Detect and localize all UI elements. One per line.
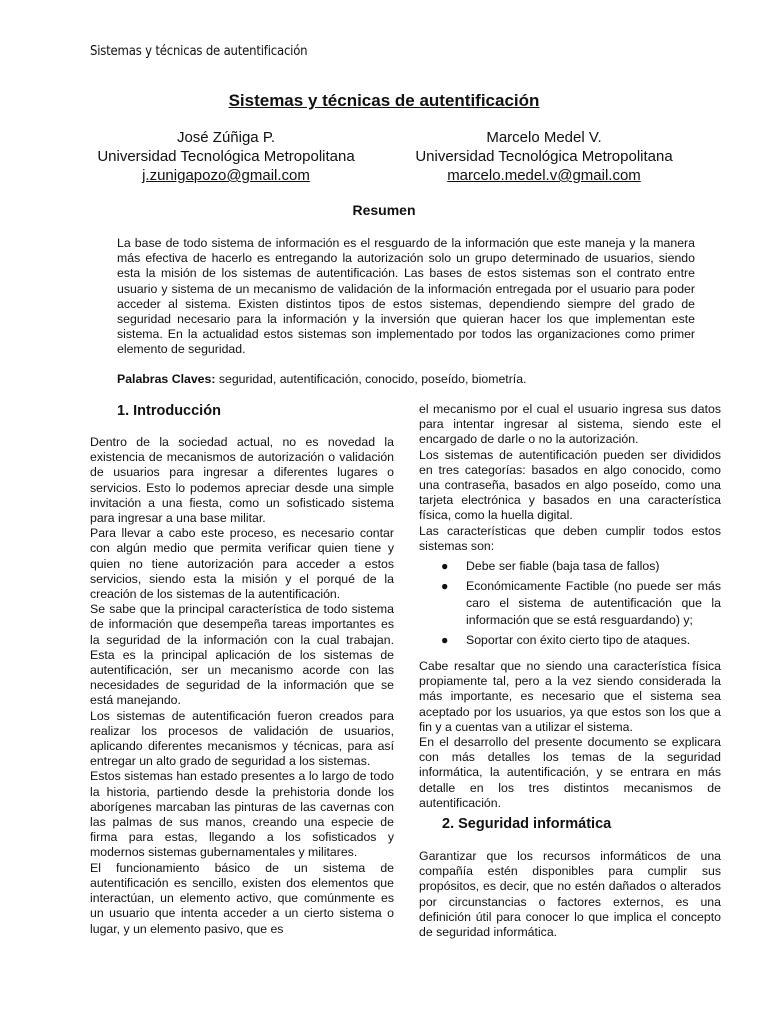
author-name: José Zúñiga P. bbox=[176, 129, 276, 146]
requirements-list bbox=[419, 558, 721, 649]
bullet-icon: ● bbox=[441, 579, 449, 594]
abstract-heading: Resumen bbox=[352, 202, 416, 218]
list-item: ● Económicamente Factible (no puede ser más caro el sistema de autentificación que la información que se está resguardando) y; bbox=[441, 579, 721, 628]
author-1 bbox=[76, 128, 376, 185]
left-column bbox=[90, 435, 394, 937]
paragraph: Las características que deben cumplir todos estos sistemas son: bbox=[419, 523, 721, 553]
bullet-icon: ● bbox=[441, 633, 449, 648]
bullet-icon: ● bbox=[441, 559, 449, 574]
paper-title: Sistemas y técnicas de autentificación bbox=[228, 91, 540, 110]
paragraph: Se sabe que la principal característica de todo sistema de información que desempeña tareas importantes es la seguridad de la información con la cual trabajan. Esta es la principal aplicación de los sistemas de autentificación, ser un mecanismo acorde con las necesidades de seguridad de la información que se está manejando. bbox=[90, 602, 394, 708]
author-email-link[interactable]: j.zunigapozo@gmail.com bbox=[142, 167, 310, 184]
list-item: ● Debe ser fiable (baja tasa de fallos) bbox=[441, 559, 660, 574]
section-2-paragraph: Garantizar que los recursos informáticos de una compañía estén disponibles para cumplir sus propósitos, es decir, que no estén dañados o alterados por circunstancias o factores externos, es una definición útil para conocer lo que implica el concepto de seguridad informática. bbox=[419, 849, 721, 940]
paragraph: Para llevar a cabo este proceso, es necesario contar con algún medio que permita verificar quien tiene y quien no tiene autorización para acceder a estos servicios, siendo esta la misión y el porqué de la creación de los sistemas de la autentificación. bbox=[90, 526, 394, 602]
right-column bbox=[419, 402, 721, 811]
paragraph: El funcionamiento básico de un sistema de autentificación es sencillo, existen dos elementos que interactúan, un elemento activo, que comúnmente es un usuario que intenta acceder a un cierto sistema o lugar, y un elemento pasivo, que es bbox=[90, 860, 394, 936]
author-name: Marcelo Medel V. bbox=[486, 129, 602, 146]
author-affiliation: Universidad Tecnológica Metropolitana bbox=[97, 148, 355, 165]
author-affiliation: Universidad Tecnológica Metropolitana bbox=[415, 148, 673, 165]
running-head: Sistemas y técnicas de autentificación bbox=[90, 44, 308, 59]
author-2 bbox=[394, 128, 694, 185]
section-1-heading: 1. Introducción bbox=[117, 403, 221, 419]
paragraph: el mecanismo por el cual el usuario ingresa sus datos para intentar ingresar al sistema, siendo este el encargado de darle o no la autorización. bbox=[419, 402, 721, 447]
author-email-link[interactable]: marcelo.medel.v@gmail.com bbox=[447, 167, 641, 184]
section-2-heading: 2. Seguridad informática bbox=[442, 816, 612, 832]
paragraph: Los sistemas de autentificación pueden ser divididos en tres categorías: basados en algo conocido, como una contraseña, basados en algo poseído, como una tarjeta electrónica y basados en una característica física, como la huella digital. bbox=[419, 447, 721, 523]
paragraph: Cabe resaltar que no siendo una característica física propiamente tal, pero a la vez siendo considerada la más importante, es necesario que el sistema sea aceptado por los usuarios, ya que estos son los que a fin y a cuentas van a utilizar el sistema. bbox=[419, 659, 721, 734]
list-item: ● Soportar con éxito cierto tipo de ataques. bbox=[441, 633, 691, 648]
keywords-list: seguridad, autentificación, conocido, poseído, biometría. bbox=[218, 372, 527, 386]
paragraph: En el desarrollo del presente documento se explicara con más detalles los temas de la seguridad informática, la autentificación, y se entrara en más detalle en los tres distintos mecanismos de autentificación. bbox=[419, 735, 721, 810]
keywords-line bbox=[117, 372, 526, 386]
paragraph: Los sistemas de autentificación fueron creados para realizar los procesos de validación de usuarios, aplicando diferentes mecanismos y técnicas, para así entregar un alto grado de seguridad a los sistemas. bbox=[90, 708, 394, 769]
abstract-text: La base de todo sistema de información es el resguardo de la información que este maneja y la manera más efectiva de hacerlo es entregando la autorización solo un grupo determinado de usuarios, siendo esta la misión de los sistemas de autentificación. Las bases de estos sistemas son el contrato entre usuario y sistema de un mecanismo de validación de la información entregada por el usuario para poder acceder al sistema. Existen distintos tipos de estos sistemas, dependiendo siempre del grado de seguridad necesario para la información y la inversión que quieran hacer los que implementan este sistema. En la actualidad estos sistemas son implementado por todos las organizaciones como primer elemento de seguridad. bbox=[117, 236, 695, 357]
keywords-label: Palabras Claves: bbox=[117, 372, 216, 386]
paragraph: Dentro de la sociedad actual, no es novedad la existencia de mecanismos de autorización o validación de usuarios para ingresar a diferentes lugares o servicios. Esto lo podemos apreciar desde una simple invitación a una fiesta, como un sofisticado sistema para ingresar a una base militar. bbox=[90, 435, 394, 526]
paragraph: Estos sistemas han estado presentes a lo largo de todo la historia, partiendo desde la prehistoria donde los aborígenes marcaban las pinturas de las cavernas con las palmas de sus manos, creando una especie de firma para estas, llegando a los sofisticados y modernos sistemas gubernamentales y militares. bbox=[90, 769, 394, 860]
